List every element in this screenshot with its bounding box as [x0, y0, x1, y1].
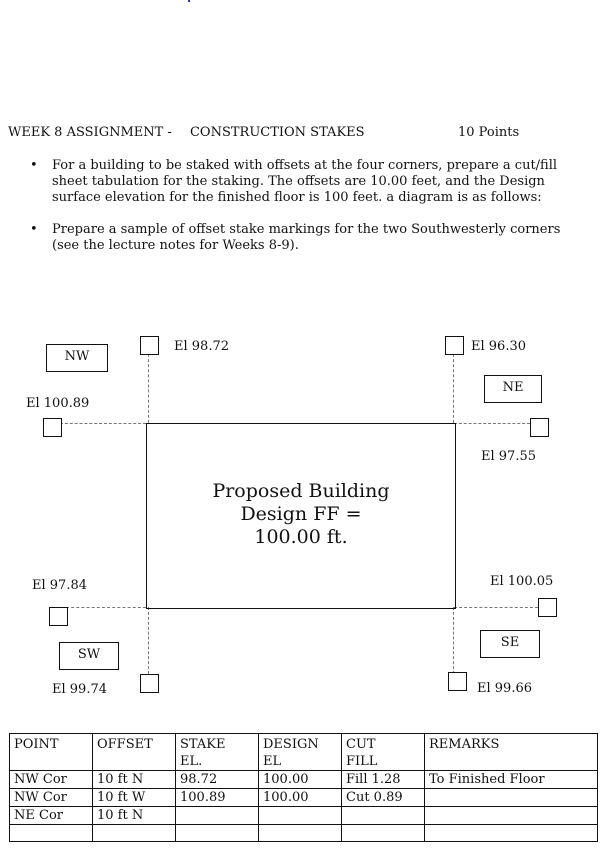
ne-north-stake: [445, 336, 464, 355]
table-cell: 10 ft W: [93, 789, 176, 807]
table-cell: [10, 825, 93, 842]
nw-north-offset-line: [148, 354, 149, 423]
table-cell: NW Cor: [10, 771, 93, 789]
sw-south-stake: [140, 674, 159, 693]
se-south-stake: [448, 672, 467, 691]
table-cell: [425, 825, 598, 842]
sw-west-offset-line: [66, 607, 146, 608]
bullet-icon: •: [30, 222, 38, 237]
se-east-offset-line: [454, 607, 538, 608]
assignment-header: [8, 125, 520, 140]
header-cell: STAKE EL.: [176, 734, 259, 771]
table-cell: [342, 807, 425, 825]
header-points: 10 Points: [458, 125, 520, 140]
nw-west-elevation: El 100.89: [26, 396, 90, 411]
ne-east-stake: [530, 418, 549, 437]
nw-north-elevation: El 98.72: [174, 339, 229, 354]
se-east-elevation: El 100.05: [490, 574, 554, 589]
table-cell: 98.72: [176, 771, 259, 789]
building-label-line3: 100.00 ft.: [254, 526, 348, 548]
header-cell: POINT: [10, 734, 93, 771]
table-row: [10, 789, 598, 807]
instruction-text: For a building to be staked with offsets at the four corners, prepare a cut/fill sheet tabulation for the staking. The offsets are 10.00 feet, and the Design surface elevation for the finished floor is 100 feet. a diagram is as follows:: [52, 158, 558, 205]
table-cell: 10 ft N: [93, 807, 176, 825]
table-header-row: [10, 734, 598, 771]
nw-west-offset-line: [60, 423, 146, 424]
se-south-offset-line: [453, 607, 454, 674]
table-cell: 100.89: [176, 789, 259, 807]
nw-north-stake: [140, 336, 159, 355]
sw-south-elevation: El 99.74: [52, 682, 107, 697]
sw-south-offset-line: [148, 607, 149, 674]
table-cell: NW Cor: [10, 789, 93, 807]
ne-label: NE: [484, 375, 542, 403]
table-cell: [425, 807, 598, 825]
se-east-stake: [538, 598, 557, 617]
header-cell: DESIGN EL: [259, 734, 342, 771]
building-label: [147, 480, 455, 549]
cut-fill-table: [9, 733, 598, 842]
nw-label: NW: [46, 344, 108, 372]
table-cell: [176, 807, 259, 825]
building-label-line1: Proposed Building: [212, 480, 390, 502]
table-cell: 10 ft N: [93, 771, 176, 789]
ne-north-offset-line: [453, 354, 454, 423]
table-cell: Cut 0.89: [342, 789, 425, 807]
se-south-elevation: El 99.66: [477, 681, 532, 696]
header-title: WEEK 8 ASSIGNMENT -: [8, 125, 172, 140]
sw-west-stake: [49, 607, 68, 626]
building-label-line2: Design FF =: [240, 503, 362, 525]
instruction-item: [30, 222, 590, 254]
table-cell: 100.00: [259, 789, 342, 807]
table-row: [10, 771, 598, 789]
header-cell: REMARKS: [425, 734, 598, 771]
header-cell: CUT FILL: [342, 734, 425, 771]
se-label: SE: [480, 630, 540, 658]
table-cell: [342, 825, 425, 842]
table-cell: [425, 789, 598, 807]
sw-west-elevation: El 97.84: [32, 578, 87, 593]
table-cell: [259, 807, 342, 825]
table-cell: [259, 825, 342, 842]
nw-west-stake: [43, 418, 62, 437]
table-cell: 100.00: [259, 771, 342, 789]
table-cell: Fill 1.28: [342, 771, 425, 789]
ne-east-offset-line: [454, 423, 530, 424]
table-row: [10, 807, 598, 825]
instruction-text: Prepare a sample of offset stake markings for the two Southwesterly corners (see the lecture notes for Weeks 8-9).: [52, 222, 561, 253]
table-cell: [93, 825, 176, 842]
table-cell: [176, 825, 259, 842]
sw-label: SW: [59, 642, 119, 670]
ne-east-elevation: El 97.55: [481, 449, 536, 464]
proposed-building: [146, 423, 456, 609]
stray-mark: [188, 0, 190, 2]
header-cell: OFFSET: [93, 734, 176, 771]
bullet-icon: •: [30, 158, 38, 173]
table-cell: NE Cor: [10, 807, 93, 825]
instruction-item: [30, 158, 590, 206]
instruction-list: [30, 158, 590, 270]
ne-north-elevation: El 96.30: [471, 339, 526, 354]
table-row: [10, 825, 598, 842]
header-subtitle: CONSTRUCTION STAKES: [189, 125, 365, 140]
table-cell: To Finished Floor: [425, 771, 598, 789]
